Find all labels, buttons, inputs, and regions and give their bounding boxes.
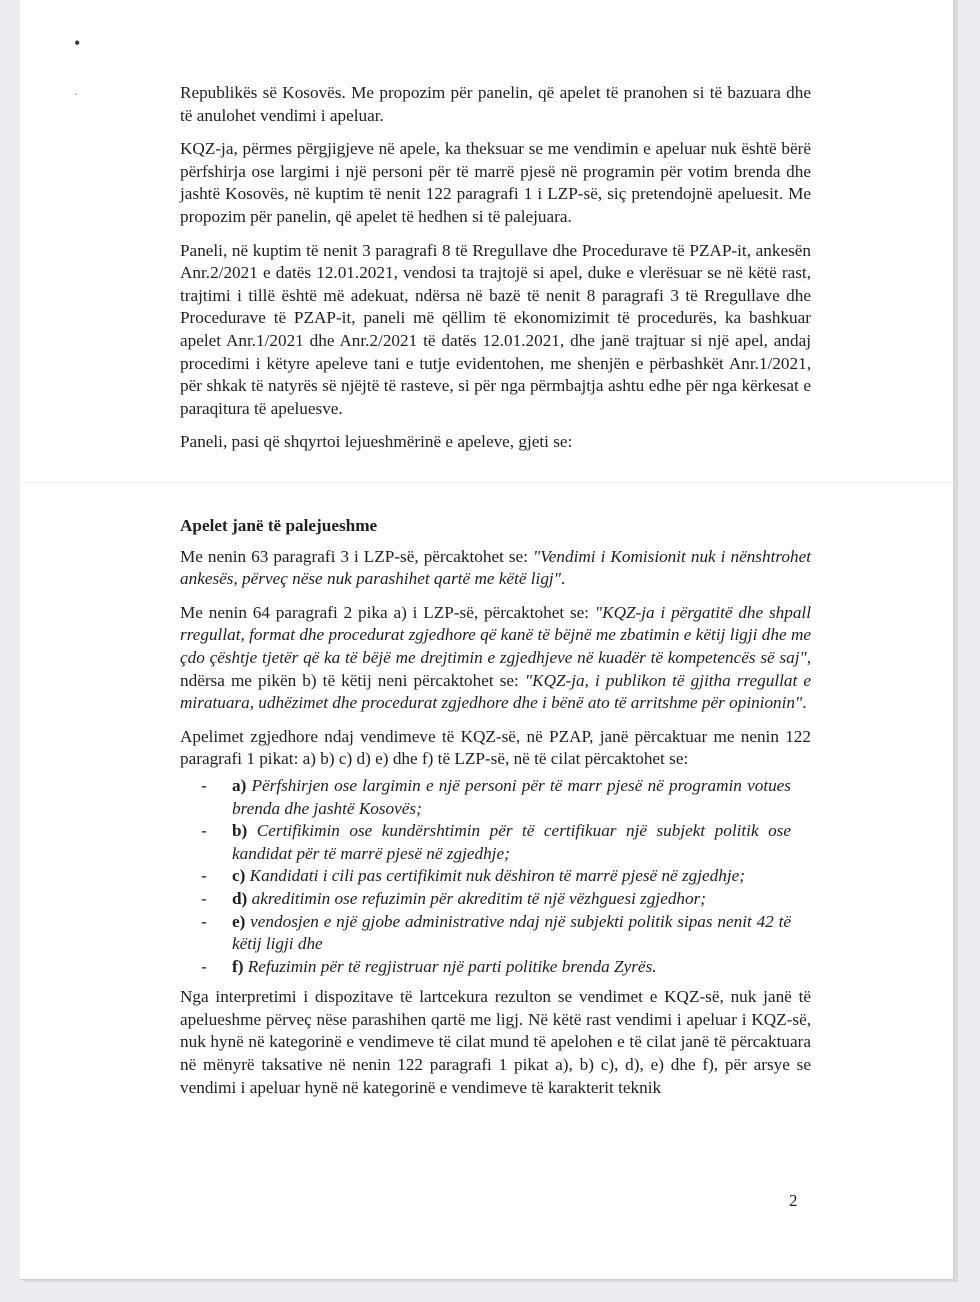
paragraph-intro: Republikës së Kosovës. Me propozim për panelin, që apelet të pranohen si të bazuara dhe të anulohet vendimi i apeluar. — [180, 83, 811, 125]
list-item — [180, 820, 811, 865]
scan-dot-mark-small: · — [74, 87, 78, 101]
text-block-lower — [180, 515, 811, 1110]
list-item-label: d) — [232, 888, 252, 908]
paragraph-conclusion: Nga interpretimi i dispozitave të lartcekura rezulton se vendimet e KQZ-së, nuk janë të apelueshme përveç nëse parashihen qartë me ligj. Në këtë rast vendimi i apeluar i KQZ-së, nuk hynë në kategorinë e vendimeve të cilat mund të apelohen e të cilat janë të përcaktuara në mënyrë taksative në nenin 122 paragrafi 1 pikat a), b) c), d), e) dhe f), për arsye se vendimi i apeluar hynë në kategorinë e vendimeve të karakterit teknik — [180, 987, 811, 1097]
list-dash: - — [201, 956, 207, 976]
paragraph-kqz-response: KQZ-ja, përmes përgjigjeve në apele, ka theksuar se me vendimin e apeluar nuk është bërë përfshirja ose largimi i një personi për të marrë pjesë në programin për votim brenda dhe jashtë Kosovës, në kuptim të nenit 122 paragrafi 1 i LZP-së, siç pretendojnë apeluesit. Me propozim për panelin, që apelet të hedhen si të palejuara. — [180, 139, 811, 226]
article-64-lead: Me nenin 64 paragrafi 2 pika a) i LZP-së, përcaktohet se: — [180, 602, 595, 622]
list-dash: - — [201, 911, 207, 931]
article-64-middle: , ndërsa me pikën b) të këtij neni përcaktohet se: — [180, 647, 811, 690]
list-item — [180, 865, 811, 888]
list-dash: - — [201, 775, 207, 795]
list-item-text: Refuzimin për të regjistruar një parti politike brenda Zyrës. — [247, 956, 657, 976]
list-item — [180, 775, 811, 820]
list-item-text: Kandidati i cili pas certifikimit nuk dëshiron të marrë pjesë në zgjedhje; — [249, 866, 745, 886]
article-63-quote: "Vendimi i Komisionit nuk i nënshtrohet ankesës, përveç nëse nuk parashihet qartë me këtë ligj" — [180, 546, 811, 589]
paragraph-article-122: Apelimet zgjedhore ndaj vendimeve të KQZ-së, në PZAP, janë përcaktuar me nenin 122 paragrafi 1 pikat: a) b) c) d) e) dhe f) të LZP-së, në të cilat përcaktohet se: — [180, 726, 811, 769]
list-item-label: e) — [232, 911, 251, 931]
list-item-label: b) — [232, 821, 257, 841]
list-dash: - — [201, 888, 207, 908]
list-item-text: Përfshirjen ose largimin e një personi për të marr pjesë në programin votues brenda dhe jashtë Kosovës; — [232, 775, 791, 818]
article-63-lead: Me nenin 63 paragrafi 3 i LZP-së, përcaktohet se: — [180, 546, 533, 566]
list-item-label: c) — [232, 866, 250, 886]
paragraph-article-63 — [180, 546, 811, 591]
list-item — [180, 888, 811, 911]
list-dash: - — [201, 821, 207, 841]
scan-dot-mark: • — [74, 33, 81, 53]
list-item-label: a) — [232, 775, 252, 795]
scan-seam — [20, 482, 954, 483]
article-64-quote-a: "KQZ-ja i përgatitë dhe shpall rregullat, format dhe procedurat zgjedhore që kanë të bëjnë me zbatimin e këtij ligji dhe me çdo çështje tjetër që ka të bëjë me drejtimin e zgjedhjeve në kuadër të kompetencës së saj" — [180, 602, 811, 667]
section-heading: Apelet janë të palejueshme — [180, 516, 378, 535]
article-122-list — [180, 775, 811, 978]
list-item-text: akreditimin ose refuzimin për akreditim të një vëzhguesi zgjedhor; — [251, 888, 707, 908]
list-dash: - — [201, 866, 207, 886]
article-64-end: . — [802, 693, 807, 713]
paragraph-panel-joining: Paneli, në kuptim të nenit 3 paragrafi 8 të Rregullave dhe Procedurave të PZAP-it, ankesën Anr.2/2021 e datës 12.01.2021, vendosi ta trajtojë si apel, duke e vlerësuar se në këtë rast, trajtimi i tillë është më adekuat, ndërsa në bazë të nenit 8 paragrafi 3 të Rregullave dhe Procedurave të PZAP-it, paneli më qëllim të ekonomizimit të procedurës, ka bashkuar apelet Anr.1/2021 dhe Anr.2/2021 të datës 12.01.2021, dhe janë trajtuar si një apel, andaj procedimi i këtyre apeleve tani e tutje evidentohen, me shenjën e përbashkët Anr.1/2021, për shkak të natyrës së njëjtë të rasteve, si për nga përmbajtja ashtu edhe për nga kërkesat e paraqitura të apeluesve. — [180, 240, 811, 418]
article-64-quote-b: "KQZ-ja, i publikon të gjitha rregullat e miratuara, udhëzimet dhe procedurat zgjedhore dhe i bënë ato të arritshme për opinionin" — [180, 670, 811, 713]
list-item-label: f) — [232, 956, 248, 976]
page-number: 2 — [789, 1191, 798, 1210]
list-item — [180, 956, 811, 979]
paragraph-admissibility-review: Paneli, pasi që shqyrtoi lejueshmërinë e apeleve, gjeti se: — [180, 432, 573, 452]
list-item — [180, 911, 811, 956]
text-block-upper — [180, 82, 811, 465]
list-item-text: Certifikimin ose kundërshtimin për të certifikuar një subjekt politik ose kandidat për të marrë pjesë në zgjedhje; — [232, 821, 791, 863]
paragraph-article-64 — [180, 602, 811, 715]
list-item-text: vendosjen e një gjobe administrative ndaj një subjekti politik sipas nenit 42 të këtij ligji dhe — [232, 911, 791, 954]
article-63-end: . — [560, 569, 566, 589]
